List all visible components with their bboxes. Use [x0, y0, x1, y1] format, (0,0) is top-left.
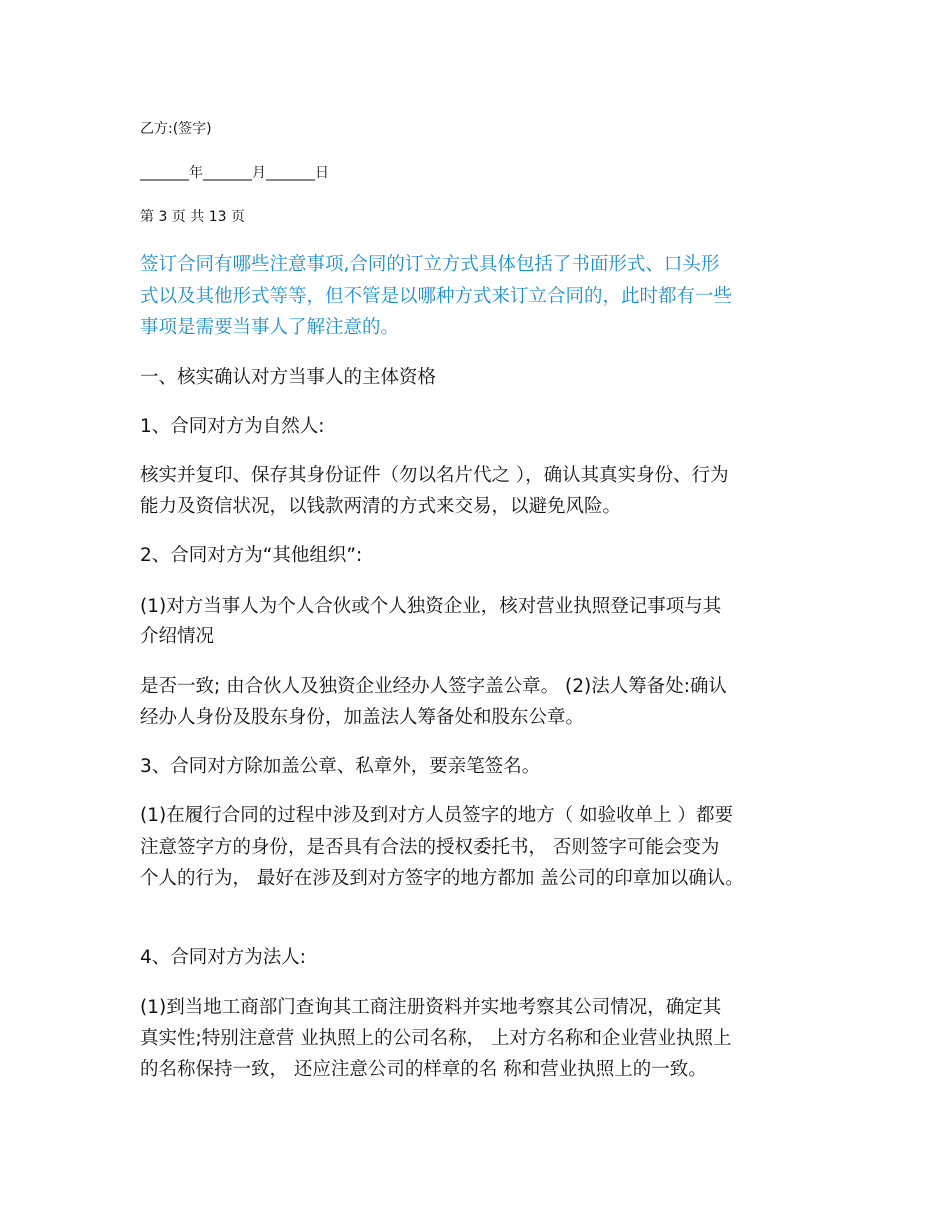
paragraph-line: 经办人身份及股东身份，加盖法人筹备处和股东公章。: [140, 707, 585, 728]
intro-line: 事项是需要当事人了解注意的。: [140, 317, 400, 338]
intro-line: 式以及其他形式等等，但不管是以哪种方式来订立合同的，此时都有一些: [140, 286, 733, 307]
item-heading: 4、合同对方为法人:: [140, 947, 307, 968]
paragraph-line: 的名称保持一致， 还应注意公司的样章的名 称和营业执照上的一致。: [140, 1059, 707, 1080]
paragraph-line: 真实性;特别注意营 业执照上的公司名称， 上对方名称和企业营业执照上: [140, 1028, 732, 1049]
paragraph-line: 介绍情况: [140, 626, 215, 647]
date-line: _______年_______月_______日: [140, 165, 329, 181]
paragraph-line: 能力及资信状况，以钱款两清的方式来交易，以避免风险。: [140, 496, 622, 517]
page-number: 第 3 页 共 13 页: [140, 209, 245, 225]
paragraph-line: 是否一致; 由合伙人及独资企业经办人签字盖公章。 (2)法人筹备处:确认: [140, 676, 727, 697]
intro-line: 签订合同有哪些注意事项,合同的订立方式具体包括了书面形式、口头形: [140, 254, 720, 275]
paragraph-line: (1)对方当事人为个人合伙或个人独资企业，核对营业执照登记事项与其: [140, 596, 722, 617]
paragraph-line: 核实并复印、保存其身份证件（勿以名片代之 ），确认其真实身份、行为: [140, 465, 729, 486]
signature-line: 乙方:(签字): [140, 121, 212, 137]
paragraph-line: (1)在履行合同的过程中涉及到对方人员签字的地方（ 如验收单上 ）都要: [140, 805, 733, 826]
paragraph-line: 个人的行为， 最好在涉及到对方签字的地方都加 盖公司的印章加以确认。: [140, 868, 744, 889]
paragraph-line: (1)到当地工商部门查询其工商注册资料并实地考察其公司情况，确定其: [140, 997, 722, 1018]
item-heading: 2、合同对方为“其他组织”:: [140, 545, 363, 566]
paragraph-line: 注意签字方的身份，是否具有合法的授权委托书， 否则签字可能会变为: [140, 837, 720, 858]
section-heading: 一、核实确认对方当事人的主体资格: [140, 367, 437, 388]
item-heading: 3、合同对方除加盖公章、私章外，要亲笔签名。: [140, 756, 541, 777]
item-heading: 1、合同对方为自然人:: [140, 416, 325, 437]
